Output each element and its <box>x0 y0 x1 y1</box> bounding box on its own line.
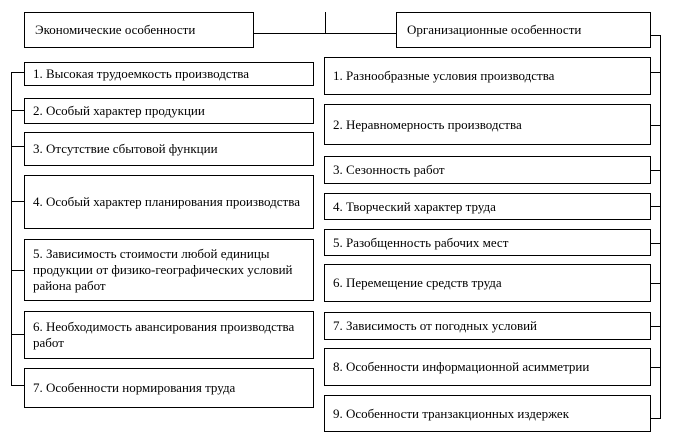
organizational-item-label: 2. Неравномерность производства <box>333 116 522 132</box>
organizational-item-9 <box>324 395 651 432</box>
economic-item-label: 5. Зависимость стоимости любой единицы продукции от физико-географических условий района работ <box>33 246 293 293</box>
economic-item-label: 1. Высокая трудоемкость производства <box>33 66 250 81</box>
organizational-item-label: 7. Зависимость от погодных условий <box>333 318 538 333</box>
economic-item-label: 3. Отсутствие сбытовой функции <box>33 141 218 156</box>
economic-item-1 <box>24 62 314 86</box>
economic-header-label: Экономические особенности <box>35 22 196 37</box>
organizational-item-label: 6. Перемещение средств труда <box>333 275 502 290</box>
organizational-item-1 <box>324 57 651 95</box>
organizational-item-2 <box>324 104 651 145</box>
organizational-item-6 <box>324 264 651 302</box>
organizational-item-label: 9. Особенности транзакционных издержек <box>333 405 570 421</box>
economic-item-label: 4. Особый характер планирования производства <box>33 194 300 209</box>
economic-item-5 <box>24 239 314 301</box>
organizational-item-4 <box>324 193 651 220</box>
organizational-item-7 <box>324 312 651 340</box>
organizational-header-box <box>396 12 651 48</box>
organizational-item-label: 4. Творческий характер труда <box>333 198 496 214</box>
organizational-item-label: 3. Сезонность работ <box>333 162 445 177</box>
organizational-item-8 <box>324 348 651 386</box>
organizational-header-label: Организационные особенности <box>407 22 582 37</box>
economic-item-6 <box>24 311 314 359</box>
economic-item-7 <box>24 368 314 408</box>
economic-item-label: 2. Особый характер продукции <box>33 103 205 118</box>
economic-item-label: 6. Необходимость авансирования производства работ <box>33 319 295 350</box>
organizational-item-3 <box>324 156 651 184</box>
organizational-item-label: 1. Разнообразные условия производства <box>333 68 555 83</box>
economic-item-4 <box>24 175 314 229</box>
organizational-item-label: 5. Разобщенность рабочих мест <box>333 234 509 250</box>
economic-item-label: 7. Особенности нормирования труда <box>33 380 236 395</box>
economic-item-3 <box>24 132 314 166</box>
organizational-item-label: 8. Особенности информационной асимметрии <box>333 359 590 374</box>
organizational-item-5 <box>324 229 651 256</box>
economic-item-2 <box>24 98 314 124</box>
economic-header-box <box>24 12 254 48</box>
